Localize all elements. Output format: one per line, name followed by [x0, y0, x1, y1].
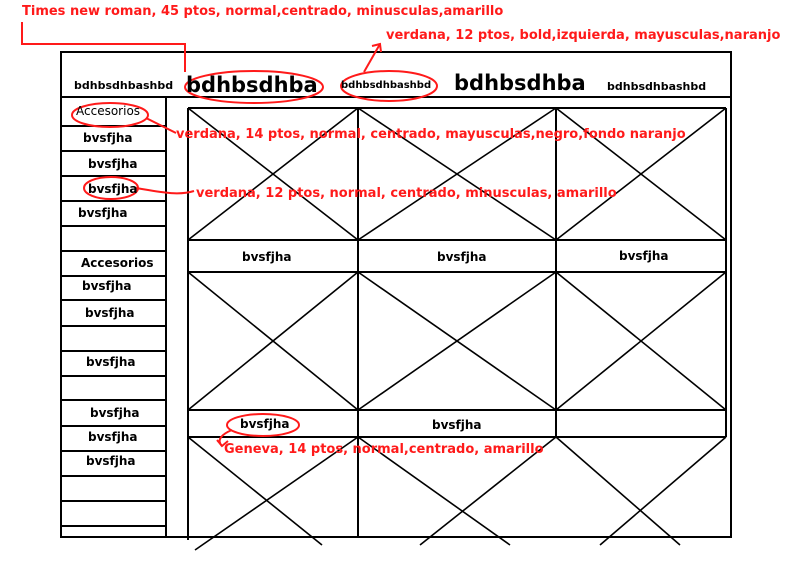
grid-label: bvsfjha [242, 250, 292, 264]
sidebar-item[interactable]: bvsfjha [88, 182, 138, 196]
sidebar-item[interactable]: bvsfjha [82, 279, 132, 293]
sidebar-item[interactable]: bvsfjha [83, 131, 133, 145]
image-placeholders [188, 108, 726, 550]
header-item-2: bdhbsdhba [186, 73, 318, 97]
sidebar-item[interactable]: bvsfjha [86, 355, 136, 369]
header-item-1: bdhbsdhbashbd [74, 79, 174, 92]
sidebar-item[interactable]: bvsfjha [88, 157, 138, 171]
grid-label: bvsfjha [437, 250, 487, 264]
sidebar-item-accesorios[interactable]: Accesorios [76, 104, 141, 118]
sidebar-item[interactable]: bvsfjha [90, 406, 140, 420]
grid-label: bvsfjha [240, 417, 290, 431]
sidebar-item[interactable]: bvsfjha [88, 430, 138, 444]
sidebar-item-accesorios[interactable]: Accesorios [81, 256, 154, 270]
annotation-2: verdana, 12 ptos, bold,izquierda, mayusculas,naranjo [386, 28, 781, 43]
grid-label: bvsfjha [619, 249, 669, 263]
sidebar-item[interactable]: bvsfjha [78, 206, 128, 220]
header-item-5: bdhbsdhbashbd [607, 80, 707, 93]
grid-label: bvsfjha [432, 418, 482, 432]
annotation-5: Geneva, 14 ptos, normal,centrado, amarillo [224, 442, 544, 457]
annotation-3: verdana, 14 ptos, normal, centrado, mayusculas,negro,fondo naranjo [176, 127, 686, 142]
sidebar-item[interactable]: bvsfjha [85, 306, 135, 320]
annotation-1: Times new roman, 45 ptos, normal,centrado, minusculas,amarillo [22, 4, 504, 19]
sidebar-item[interactable]: bvsfjha [86, 454, 136, 468]
header-item-3: bdhbsdhbashbd [341, 80, 432, 91]
annotation-4: verdana, 12 ptos, normal, centrado, minusculas, amarillo [196, 186, 617, 201]
header-item-4: bdhbsdhba [454, 71, 586, 95]
